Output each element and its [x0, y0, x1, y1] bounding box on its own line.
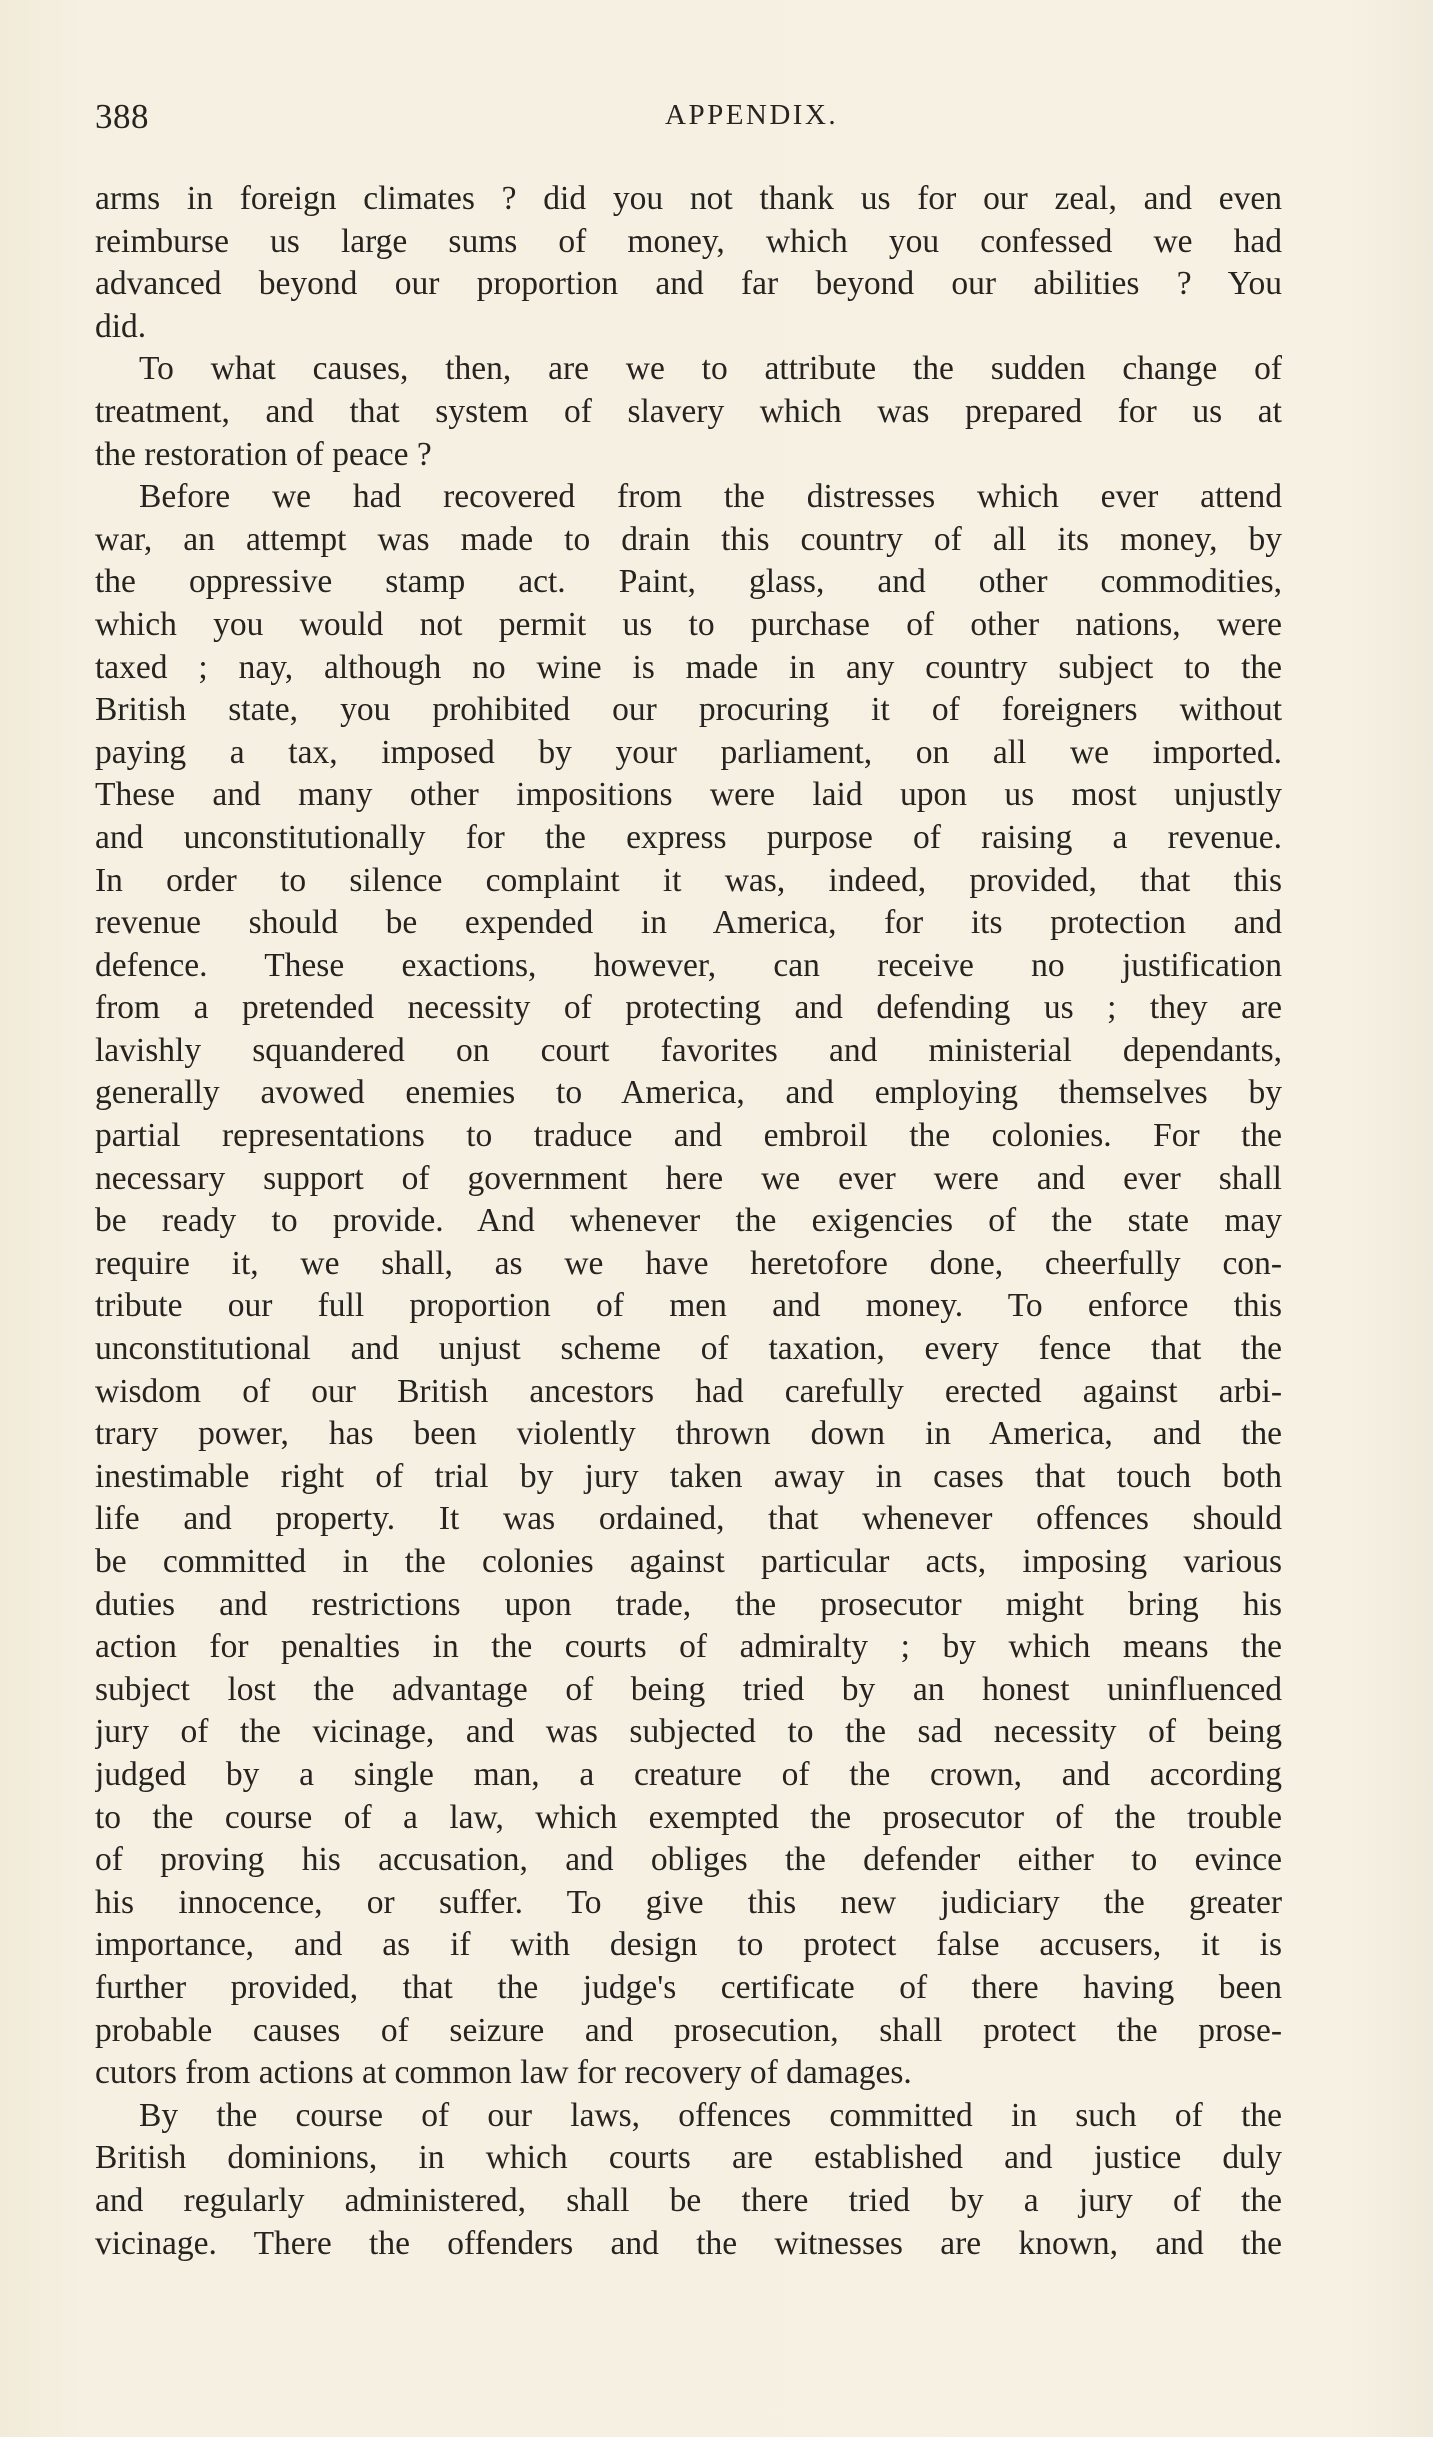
text-line: wisdom of our British ancestors had carefully erected against arbi- — [95, 1372, 1282, 1410]
text-line: his innocence, or suffer. To give this new judiciary the greater — [95, 1883, 1282, 1921]
text-line: and regularly administered, shall be there tried by a jury of the — [95, 2181, 1282, 2219]
text-line: advanced beyond our proportion and far beyond our abilities ? You — [95, 265, 1282, 303]
page-header — [95, 97, 1280, 145]
text-line: duties and restrictions upon trade, the prosecutor might bring his — [95, 1585, 1282, 1623]
text-line: To what causes, then, are we to attribute the sudden change of — [139, 350, 1282, 388]
text-line: require it, we shall, as we have heretofore done, cheerfully con- — [95, 1244, 1282, 1282]
text-line: necessary support of government here we ever were and ever shall — [95, 1159, 1282, 1197]
text-line: revenue should be expended in America, for its protection and — [95, 904, 1282, 942]
text-line: jury of the vicinage, and was subjected to the sad necessity of being — [95, 1713, 1282, 1751]
text-line: to the course of a law, which exempted the prosecutor of the trouble — [95, 1798, 1282, 1836]
text-line: treatment, and that system of slavery which was prepared for us at — [95, 392, 1282, 430]
text-line: arms in foreign climates ? did you not thank us for our zeal, and even — [95, 180, 1282, 217]
text-line: taxed ; nay, although no wine is made in any country subject to the — [95, 648, 1282, 686]
text-line: be ready to provide. And whenever the exigencies of the state may — [95, 1202, 1282, 1240]
text-line: unconstitutional and unjust scheme of taxation, every fence that the — [95, 1330, 1282, 1368]
text-line: subject lost the advantage of being tried by an honest uninfluenced — [95, 1670, 1282, 1708]
text-line: judged by a single man, a creature of the crown, and according — [95, 1755, 1282, 1793]
text-line: action for penalties in the courts of admiralty ; by which means the — [95, 1628, 1282, 1666]
text-line: British dominions, in which courts are established and justice duly — [95, 2139, 1282, 2177]
text-line: vicinage. There the offenders and the witnesses are known, and the — [95, 2224, 1282, 2262]
text-line: life and property. It was ordained, that whenever offences should — [95, 1500, 1282, 1538]
text-line: paying a tax, imposed by your parliament, on all we imported. — [95, 733, 1282, 771]
text-line: of proving his accusation, and obliges the defender either to evince — [95, 1841, 1282, 1879]
running-head: APPENDIX. — [665, 99, 839, 131]
text-line: These and many other impositions were laid upon us most unjustly — [95, 776, 1282, 814]
text-line: Before we had recovered from the distresses which ever attend — [139, 478, 1282, 516]
page-number: 388 — [95, 97, 149, 136]
text-line: from a pretended necessity of protecting and defending us ; they are — [95, 989, 1282, 1027]
text-line: partial representations to traduce and embroil the colonies. For the — [95, 1117, 1282, 1155]
text-line: probable causes of seizure and prosecution, shall protect the prose- — [95, 2011, 1282, 2049]
text-line: further provided, that the judge's certificate of there having been — [95, 1968, 1282, 2006]
text-line: did. — [95, 307, 147, 345]
text-line: the oppressive stamp act. Paint, glass, and other commodities, — [95, 563, 1282, 601]
text-line: inestimable right of trial by jury taken away in cases that touch both — [95, 1457, 1282, 1495]
text-line: generally avowed enemies to America, and employing themselves by — [95, 1074, 1282, 1112]
text-line: be committed in the colonies against particular acts, imposing various — [95, 1543, 1282, 1580]
text-line: which you would not permit us to purchase of other nations, were — [95, 605, 1282, 643]
text-line: cutors from actions at common law for recovery of damages. — [95, 2054, 912, 2092]
text-line: By the course of our laws, offences committed in such of the — [139, 2096, 1282, 2134]
text-line: the restoration of peace ? — [95, 435, 432, 473]
text-line: trary power, has been violently thrown down in America, and the — [95, 1415, 1282, 1453]
text-line: importance, and as if with design to protect false accusers, it is — [95, 1926, 1282, 1964]
text-line: reimburse us large sums of money, which you confessed we had — [95, 222, 1282, 260]
text-line: British state, you prohibited our procuring it of foreigners without — [95, 691, 1282, 729]
text-line: and unconstitutionally for the express purpose of raising a revenue. — [95, 818, 1282, 856]
text-line: lavishly squandered on court favorites and ministerial dependants, — [95, 1031, 1282, 1069]
body-text — [95, 178, 1282, 2265]
text-line: defence. These exactions, however, can receive no justification — [95, 946, 1282, 984]
text-line: In order to silence complaint it was, indeed, provided, that this — [95, 861, 1282, 899]
text-line: tribute our full proportion of men and money. To enforce this — [95, 1287, 1282, 1325]
text-line: war, an attempt was made to drain this country of all its money, by — [95, 520, 1282, 558]
